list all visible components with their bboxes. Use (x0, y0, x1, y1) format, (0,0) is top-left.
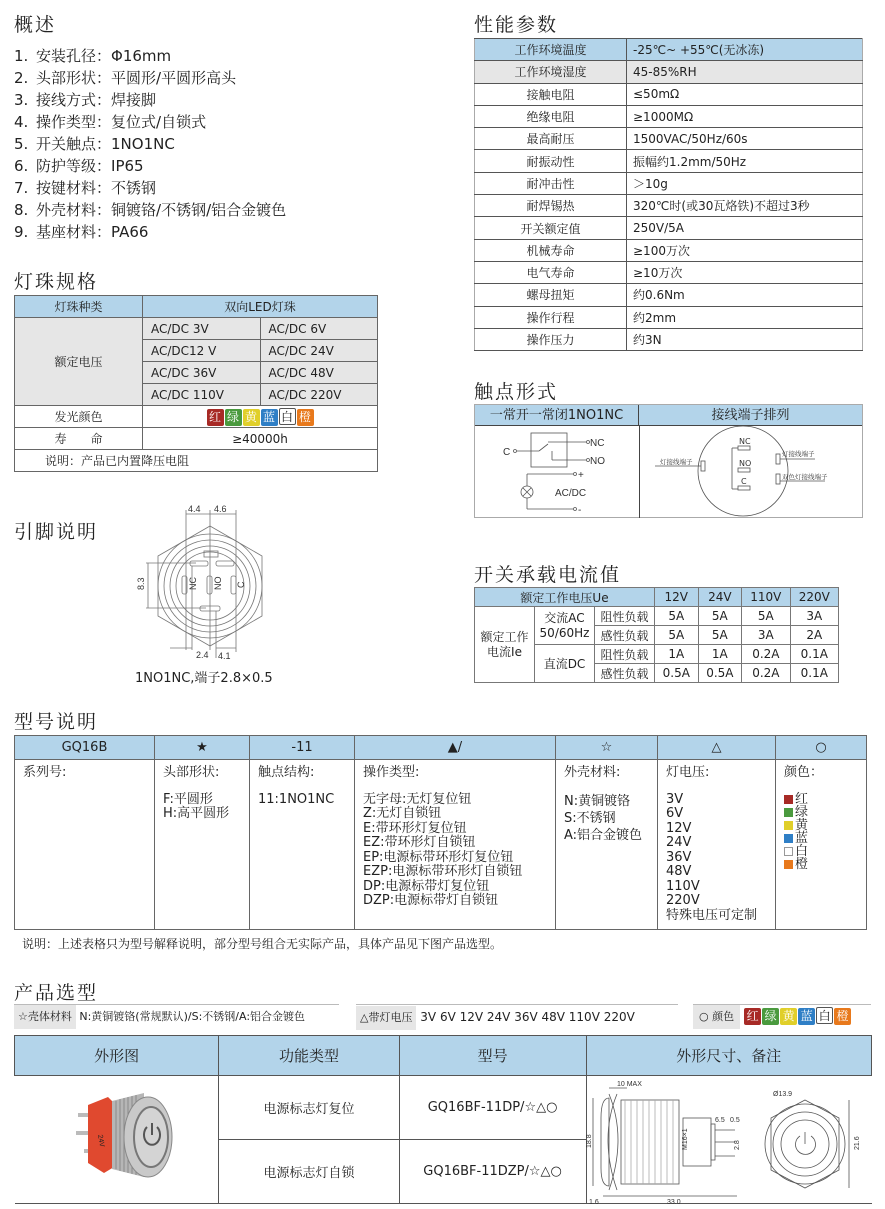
current-value: 5A (655, 607, 699, 626)
model-color: 颜色： 红 绿 黄 蓝 白 橙 (776, 760, 867, 930)
color-filter-chips (744, 1010, 852, 1023)
overview-item (14, 111, 286, 133)
selection-header: 型号 (399, 1036, 586, 1076)
current-title: 开关承载电流值 (474, 564, 622, 586)
param-name: 操作行程 (475, 306, 627, 328)
led-note: 说明：产品已内置降压电阻 (15, 450, 378, 472)
led-voltage: AC/DC12 V (143, 340, 261, 362)
model-head-shape: 头部形状: F:平圆形 H:高平圆形 (155, 760, 250, 930)
param-value: 约0.6Nm (627, 284, 863, 306)
selection-header: 外形图 (15, 1036, 219, 1076)
model-option: 24V (666, 835, 692, 850)
contact-title: 触点形式 (474, 381, 559, 403)
dim-13-9: Ø13.9 (772, 1090, 792, 1098)
model-series: 系列号: (15, 760, 155, 930)
shell-filter-value: N:黄铜镀铬(常规默认)/S:不锈钢/A:铝合金镀色 (79, 1010, 306, 1023)
color-chip-3: 蓝 (261, 409, 278, 426)
model-header: △ (658, 736, 776, 760)
param-value: 1500VAC/50Hz/60s (627, 128, 863, 150)
pin-diagram (130, 500, 290, 660)
current-value: 0.5A (698, 664, 742, 683)
param-name: 绝缘电阻 (475, 105, 627, 127)
contact-plus: + (578, 470, 584, 481)
selection-header: 外形尺寸、备注 (586, 1036, 872, 1076)
item-label: 安装孔径： (36, 47, 112, 65)
color-filter (693, 1004, 871, 1028)
led-life-label: 寿 命 (15, 428, 143, 450)
color-chip-5: 橙 (297, 409, 314, 426)
led-voltage: AC/DC 6V (260, 318, 378, 340)
model-header: ▲/ (355, 736, 556, 760)
bicolor-terminal: 双色灯接线端子 (782, 473, 828, 481)
model-option: 11:1NO1NC (258, 791, 335, 807)
param-value: 约3N (627, 328, 863, 350)
performance-row (475, 239, 863, 261)
param-name: 电气寿命 (475, 261, 627, 283)
model-option: 220V (666, 893, 700, 908)
performance-row (475, 128, 863, 150)
item-label: 开关触点： (36, 135, 112, 153)
load-type: 感性负载 (595, 626, 655, 645)
color-swatch-icon (784, 847, 793, 856)
model-option: EZ:带环形灯自锁钮 (363, 835, 476, 850)
param-value: 约2mm (627, 306, 863, 328)
current-value: 1A (655, 645, 699, 664)
led-voltage: AC/DC 48V (260, 362, 378, 384)
function-type: 电源标志灯复位 (219, 1076, 399, 1140)
overview-item (14, 199, 286, 221)
lamp-terminal-left: 灯接线端子 (660, 458, 693, 466)
model-contact: 触点结构: 11:1NO1NC (250, 760, 355, 930)
item-label: 头部形状： (36, 69, 112, 87)
item-label: 基座材料： (36, 223, 112, 241)
item-value: 平圆形/平圆形高头 (111, 69, 237, 87)
contact-acdc: AC/DC (555, 488, 587, 499)
current-value: 0.5A (655, 664, 699, 683)
performance-row (475, 195, 863, 217)
led-table (14, 295, 378, 472)
terminal-no: NO (739, 459, 752, 468)
model-header: GQ16B (15, 736, 155, 760)
current-value: 0.2A (742, 664, 790, 683)
model-option: F:平圆形 (163, 791, 213, 807)
item-value: 铜镀铬/不锈钢/铝合金镀色 (111, 201, 287, 219)
color-name: 红 (795, 791, 809, 807)
item-number: 4. (14, 113, 29, 131)
contact-header-2: 接线端子排列 (639, 405, 862, 426)
model-option: E:带环形灯复位钮 (363, 820, 467, 836)
volt-header: 24V (698, 588, 742, 607)
terminal-layout (640, 426, 862, 518)
overview-list (14, 45, 286, 243)
pin-dim-4-4: 4.4 (188, 504, 201, 514)
contact-header-1: 一常开一常闭1NO1NC (475, 405, 639, 426)
model-number: GQ16BF-11DP/☆△○ (399, 1076, 586, 1140)
color-swatch-icon (784, 795, 793, 804)
dim-21-6: 21.6 (853, 1135, 861, 1150)
dim-33: 33.0 (666, 1198, 681, 1206)
param-value: ＞10g (627, 172, 863, 194)
pin-label-nc: NC (188, 577, 198, 590)
color-chip-1: 绿 (225, 409, 242, 426)
model-header: ○ (776, 736, 867, 760)
item-value: 不锈钢 (111, 179, 157, 197)
model-option: N:黄铜镀铬 (564, 793, 631, 809)
model-option: 3V (666, 791, 684, 807)
param-value: -25℃~ +55℃(无冰冻) (627, 39, 863, 61)
selection-title: 产品选型 (14, 982, 99, 1004)
led-header-type: 灯珠种类 (15, 296, 143, 318)
model-option: 无字母:无灯复位钮 (363, 791, 472, 807)
performance-row (475, 172, 863, 194)
param-value: 振幅约1.2mm/50Hz (627, 150, 863, 172)
item-value: Φ16mm (111, 47, 172, 65)
param-name: 开关额定值 (475, 217, 627, 239)
dimension-drawing-cell (586, 1076, 872, 1204)
led-voltage: AC/DC 36V (143, 362, 261, 384)
param-name: 工作环境湿度 (475, 61, 627, 83)
dim-1-6: 1.6 (588, 1198, 599, 1206)
terminal-nc: NC (739, 437, 751, 446)
color-name: 白 (795, 843, 809, 859)
performance-row (475, 150, 863, 172)
param-value: ≤50mΩ (627, 83, 863, 105)
voltage-filter-label: △带灯电压 (356, 1006, 416, 1030)
color-chip-4: 白 (279, 408, 296, 425)
selection-header: 功能类型 (219, 1036, 399, 1076)
model-operation: 操作类型: 无字母:无灯复位钮 Z:无灯自锁钮 E:带环形灯复位钮 EZ:带环形灯自锁钮 EP:电源标带环形灯复位钮 EZP:电源标带环形灯自锁钮 DP:电源标带灯复位钮 DZP:电源标带灯自锁钮 (355, 760, 556, 930)
param-name: 螺母扭矩 (475, 284, 627, 306)
param-name: 机械寿命 (475, 239, 627, 261)
performance-row (475, 61, 863, 83)
current-value: 0.1A (790, 664, 838, 683)
param-value: ≥10万次 (627, 261, 863, 283)
model-header: ★ (155, 736, 250, 760)
item-label: 外壳材料： (36, 201, 112, 219)
current-header: 额定工作电压Ue (475, 588, 655, 607)
dim-thread: M16×1 (681, 1127, 689, 1150)
current-table (474, 587, 839, 683)
current-value: 3A (742, 626, 790, 645)
performance-row (475, 39, 863, 61)
shell-filter-label: ☆壳体材料 (14, 1005, 76, 1029)
model-option: DP:电源标带灯复位钮 (363, 878, 490, 894)
pins-caption: 1NO1NC,端子2.8×0.5 (135, 671, 273, 686)
current-value: 5A (742, 607, 790, 626)
performance-row (475, 105, 863, 127)
selection-table (14, 1035, 872, 1204)
color-name: 黄 (795, 817, 809, 833)
pin-dim-4-1: 4.1 (218, 651, 231, 661)
voltage-filter-value: 3V 6V 12V 24V 36V 48V 110V 220V (420, 1010, 635, 1024)
item-number: 7. (14, 179, 29, 197)
item-number: 3. (14, 91, 29, 109)
item-number: 9. (14, 223, 29, 241)
overview-item (14, 89, 286, 111)
pin-label-c: C (236, 581, 246, 588)
led-color-label: 发光颜色 (15, 406, 143, 428)
color-chip-1: 绿 (762, 1008, 779, 1025)
item-number: 8. (14, 201, 29, 219)
item-number: 2. (14, 69, 29, 87)
param-value: ≥1000MΩ (627, 105, 863, 127)
dim-10max: 10 MAX (616, 1080, 642, 1088)
pin-label-no: NO (213, 576, 223, 590)
item-value: IP65 (111, 157, 144, 175)
model-option: S:不锈钢 (564, 810, 616, 826)
param-name: 耐振动性 (475, 150, 627, 172)
item-label: 操作类型： (36, 113, 112, 131)
terminal-c: C (741, 477, 747, 486)
product-photo-cell (15, 1076, 219, 1204)
current-value: 0.2A (742, 645, 790, 664)
current-ac: 交流AC 50/60Hz (535, 607, 595, 645)
dim-18-8: 18.8 (585, 1133, 593, 1148)
color-name: 橙 (795, 856, 809, 872)
model-option: 12V (666, 820, 692, 836)
color-swatch-icon (784, 834, 793, 843)
model-option: 48V (666, 864, 692, 879)
item-number: 1. (14, 47, 29, 65)
color-chip-0: 红 (207, 409, 224, 426)
color-chip-0: 红 (744, 1008, 761, 1025)
current-value: 2A (790, 626, 838, 645)
current-value: 5A (655, 626, 699, 645)
overview-item (14, 133, 286, 155)
performance-row (475, 306, 863, 328)
color-chip-2: 黄 (780, 1008, 797, 1025)
item-number: 6. (14, 157, 29, 175)
volt-header: 220V (790, 588, 838, 607)
model-note: 说明：上述表格只为型号解释说明，部分型号组合无实际产品，具体产品见下图产品选型。 (22, 937, 503, 951)
model-option: DZP:电源标带灯自锁钮 (363, 893, 499, 908)
led-header-value: 双向LED灯珠 (143, 296, 378, 318)
color-filter-label: ○ 颜色 (693, 1005, 740, 1029)
volt-header: 110V (742, 588, 790, 607)
led-voltage: AC/DC 24V (260, 340, 378, 362)
pin-dim-8-3: 8.3 (136, 577, 146, 590)
current-value: 5A (698, 626, 742, 645)
pin-dim-2-4: 2.4 (196, 650, 209, 660)
performance-row (475, 261, 863, 283)
contact-schematic (475, 426, 639, 518)
model-option: Z:无灯自锁钮 (363, 806, 442, 821)
function-type: 电源标志灯自锁 (219, 1140, 399, 1204)
performance-title: 性能参数 (474, 14, 559, 36)
performance-row (475, 217, 863, 239)
param-value: 250V/5A (627, 217, 863, 239)
led-title: 灯珠规格 (14, 271, 99, 293)
performance-row (475, 83, 863, 105)
contact-c: C (503, 447, 511, 458)
led-life-value: ≥40000h (143, 428, 378, 450)
overview-item (14, 45, 286, 67)
contact-no: NO (590, 456, 605, 467)
item-label: 接线方式： (36, 91, 112, 109)
led-color-chips (143, 406, 378, 428)
contact-minus: - (578, 505, 582, 516)
overview-item (14, 177, 286, 199)
voltage-filter (356, 1004, 678, 1028)
dim-0-5: 0.5 (729, 1116, 740, 1124)
dim-2-8: 2.8 (733, 1139, 741, 1150)
param-name: 工作环境温度 (475, 39, 627, 61)
model-option: 特殊电压可定制 (666, 907, 758, 923)
load-type: 阻性负载 (595, 607, 655, 626)
color-chip-3: 蓝 (798, 1008, 815, 1025)
volt-header: 12V (655, 588, 699, 607)
model-option: EZP:电源标带环形灯自锁钮 (363, 864, 523, 879)
current-value: 3A (790, 607, 838, 626)
color-swatch-icon (784, 821, 793, 830)
led-voltage: AC/DC 220V (260, 384, 378, 406)
param-value: 45-85%RH (627, 61, 863, 83)
model-title: 型号说明 (14, 711, 99, 733)
model-header: ☆ (556, 736, 658, 760)
performance-row (475, 328, 863, 350)
dim-6-5: 6.5 (714, 1116, 725, 1124)
product-photo (56, 1083, 176, 1193)
model-option: H:高平圆形 (163, 806, 230, 821)
param-name: 最高耐压 (475, 128, 627, 150)
load-type: 阻性负载 (595, 645, 655, 664)
model-option: 6V (666, 806, 684, 821)
color-name: 绿 (795, 804, 809, 820)
model-number: GQ16BF-11DZP/☆△○ (399, 1140, 586, 1204)
contact-box (474, 404, 863, 518)
current-row-label: 额定工作电流Ie (475, 607, 535, 683)
item-label: 防护等级： (36, 157, 112, 175)
overview-title: 概述 (14, 14, 57, 36)
item-label: 按键材料： (36, 179, 112, 197)
performance-table (474, 38, 863, 351)
contact-nc: NC (590, 438, 605, 449)
model-option: 110V (666, 878, 700, 894)
item-number: 5. (14, 135, 29, 153)
color-chip-2: 黄 (243, 409, 260, 426)
model-option: A:铝合金镀色 (564, 827, 643, 843)
model-header: -11 (250, 736, 355, 760)
color-swatch-icon (784, 808, 793, 817)
pin-dim-4-6: 4.6 (214, 504, 227, 514)
param-name: 操作压力 (475, 328, 627, 350)
param-value: 320℃时(或30瓦烙铁)不超过3秒 (627, 195, 863, 217)
led-voltage: AC/DC 3V (143, 318, 261, 340)
led-voltage-label: 额定电压 (15, 318, 143, 406)
model-option: 36V (666, 849, 692, 865)
model-shell: 外壳材料: N:黄铜镀铬 S:不锈钢 A:铝合金镀色 (556, 760, 658, 930)
current-value: 0.1A (790, 645, 838, 664)
param-name: 耐冲击性 (475, 172, 627, 194)
color-chip-4: 白 (816, 1007, 833, 1024)
param-value: ≥100万次 (627, 239, 863, 261)
overview-item (14, 155, 286, 177)
color-swatch-icon (784, 860, 793, 869)
model-color-item (784, 858, 858, 871)
shell-filter (14, 1004, 339, 1028)
current-value: 1A (698, 645, 742, 664)
model-table (14, 735, 867, 930)
color-name: 蓝 (795, 830, 809, 846)
overview-item (14, 221, 286, 243)
param-name: 接触电阻 (475, 83, 627, 105)
performance-row (475, 284, 863, 306)
dimension-drawing (585, 1078, 872, 1206)
current-dc: 直流DC (535, 645, 595, 683)
photo-voltage-label: 24V (96, 1133, 106, 1148)
lamp-terminal-right: 灯接线端子 (782, 450, 815, 458)
current-value: 5A (698, 607, 742, 626)
param-name: 耐焊锡热 (475, 195, 627, 217)
overview-item (14, 67, 286, 89)
item-value: 焊接脚 (111, 91, 157, 109)
item-value: PA66 (111, 223, 149, 241)
item-value: 复位式/自锁式 (111, 113, 207, 131)
color-chip-5: 橙 (834, 1008, 851, 1025)
model-voltage: 灯电压: 3V 6V 12V 24V 36V 48V 110V 220V 特殊电压可定制 (658, 760, 776, 930)
model-option: EP:电源标带环形灯复位钮 (363, 849, 514, 865)
load-type: 感性负载 (595, 664, 655, 683)
led-voltage: AC/DC 110V (143, 384, 261, 406)
item-value: 1NO1NC (111, 135, 175, 153)
pins-title: 引脚说明 (14, 521, 99, 543)
